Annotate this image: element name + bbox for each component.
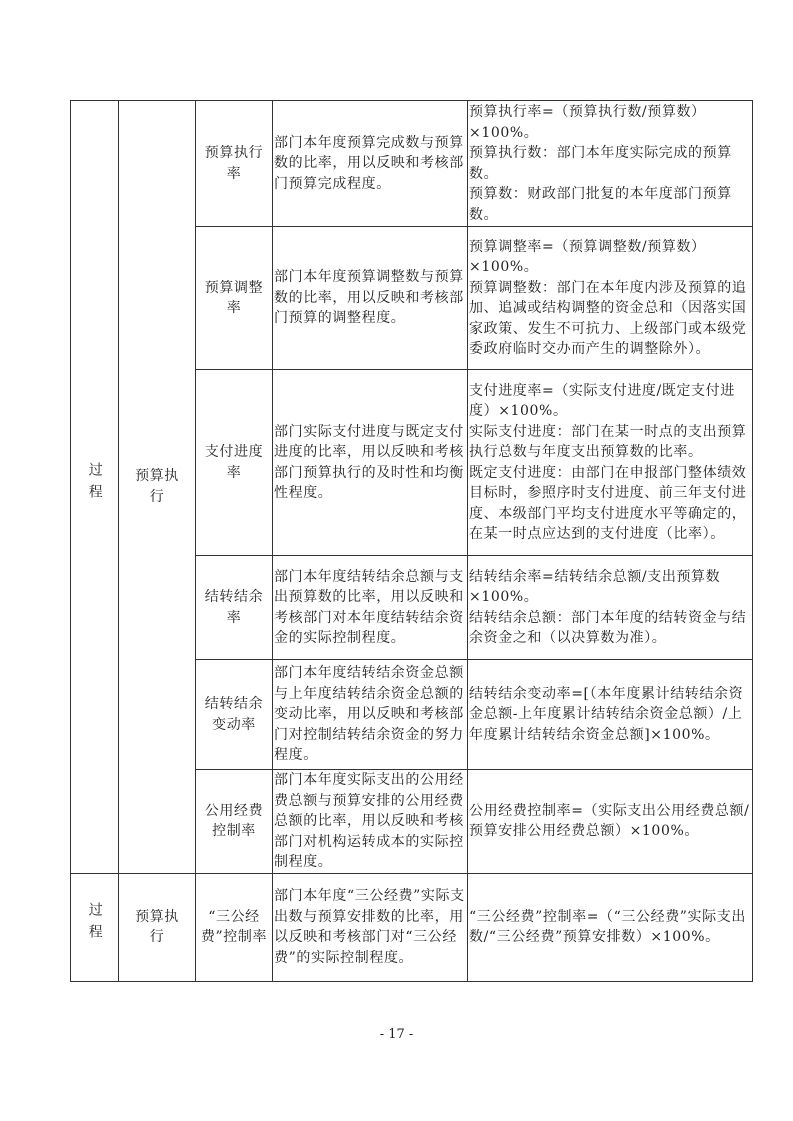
formula-line: 预算调整率=（预算调整数/预算数）×100%。 <box>469 238 706 275</box>
table-row <box>71 101 753 227</box>
formula-cell <box>468 660 753 770</box>
stage-cell <box>71 873 119 981</box>
definition-cell: 部门本年度实际支出的公用经费总额与预算安排的公用经费总额的比率，用以反映和考核部门对机构运转成本的实际控制程度。 <box>273 770 468 874</box>
category-cell <box>119 101 196 874</box>
definition-cell: 部门本年度结转结余总额与支出预算数的比率，用以反映和考核部门对本年度结转结余资金的实际控制程度。 <box>273 556 468 660</box>
indicator-cell: “三公经费”控制率 <box>196 873 273 981</box>
formula-line: 预算数：财政部门批复的本年度部门预算数。 <box>469 186 732 223</box>
formula-line: 既定支付进度：由部门在申报部门整体绩效目标时，参照序时支付进度、前三年支付进度、本级部门平均支付进度水平等确定的，在某一时点应达到的支付进度（比率）。 <box>469 464 747 542</box>
page-number: - 17 - <box>379 1027 414 1042</box>
stage-label: 过程 <box>86 461 103 506</box>
indicator-cell: 支付进度率 <box>196 370 273 556</box>
indicator-cell: 结转结余率 <box>196 556 273 660</box>
indicator-cell: 预算调整率 <box>196 227 273 370</box>
formula-line: 公用经费控制率=（实际支出公用经费总额/预算安排公用经费总额）×100%。 <box>469 802 750 840</box>
definition-cell: 部门本年度预算完成数与预算数的比率，用以反映和考核部门预算完成程度。 <box>273 101 468 227</box>
performance-indicator-table <box>70 100 753 982</box>
category-label: 预算执行 <box>135 468 179 505</box>
formula-cell <box>468 227 753 370</box>
formula-line: 结转结余变动率=[（本年度累计结转结余资金总额-上年度累计结转结余资金总额）/上年度累计结转结余资金总额]×100%。 <box>469 685 744 743</box>
formula-cell <box>468 770 753 874</box>
category-label: 预算执行 <box>135 908 179 945</box>
formula-line: “三公经费”控制率=（“三公经费”实际支出数/“三公经费”预算安排数）×100%。 <box>469 908 746 945</box>
formula-line: 结转结余总额：部门本年度的结转资金与结余资金之和（以决算数为准）。 <box>469 609 747 646</box>
indicator-cell: 预算执行率 <box>196 101 273 227</box>
definition-cell: 部门本年度预算调整数与预算数的比率，用以反映和考核部门预算的调整程度。 <box>273 227 468 370</box>
formula-cell <box>468 556 753 660</box>
formula-line: 预算调整数：部门在本年度内涉及预算的追加、追减或结构调整的资金总和（因落实国家政策、发生不可抗力、上级部门或本级党委政府临时交办而产生的调整除外）。 <box>469 279 747 357</box>
formula-line: 预算执行数：部门本年度实际完成的预算数。 <box>469 145 732 182</box>
formula-line: 实际支付进度：部门在某一时点的支出预算执行总数与年度支出预算数的比率。 <box>469 423 747 460</box>
formula-line: 结转结余率=结转结余总额/支出预算数×100%。 <box>469 568 721 605</box>
definition-cell: 部门本年度“三公经费”实际支出数与预算安排数的比率，用以反映和考核部门对“三公经费”的实际控制程度。 <box>273 873 468 981</box>
indicator-cell: 结转结余变动率 <box>196 660 273 770</box>
stage-label: 过程 <box>86 901 103 946</box>
table-row <box>71 873 753 981</box>
formula-cell <box>468 101 753 227</box>
stage-cell <box>71 101 119 874</box>
indicator-cell: 公用经费控制率 <box>196 770 273 874</box>
category-cell <box>119 873 196 981</box>
formula-line: 支付进度率=（实际支付进度/既定支付进度）×100%。 <box>469 382 735 419</box>
definition-cell: 部门本年度结转结余资金总额与上年度结转结余资金总额的变动比率，用以反映和考核部门对控制结转结余资金的努力程度。 <box>273 660 468 770</box>
formula-line: 预算执行率=（预算执行数/预算数）×100%。 <box>469 104 706 141</box>
definition-cell: 部门实际支付进度与既定支付进度的比率，用以反映和考核部门预算执行的及时性和均衡性程度。 <box>273 370 468 556</box>
formula-cell <box>468 370 753 556</box>
formula-cell <box>468 873 753 981</box>
